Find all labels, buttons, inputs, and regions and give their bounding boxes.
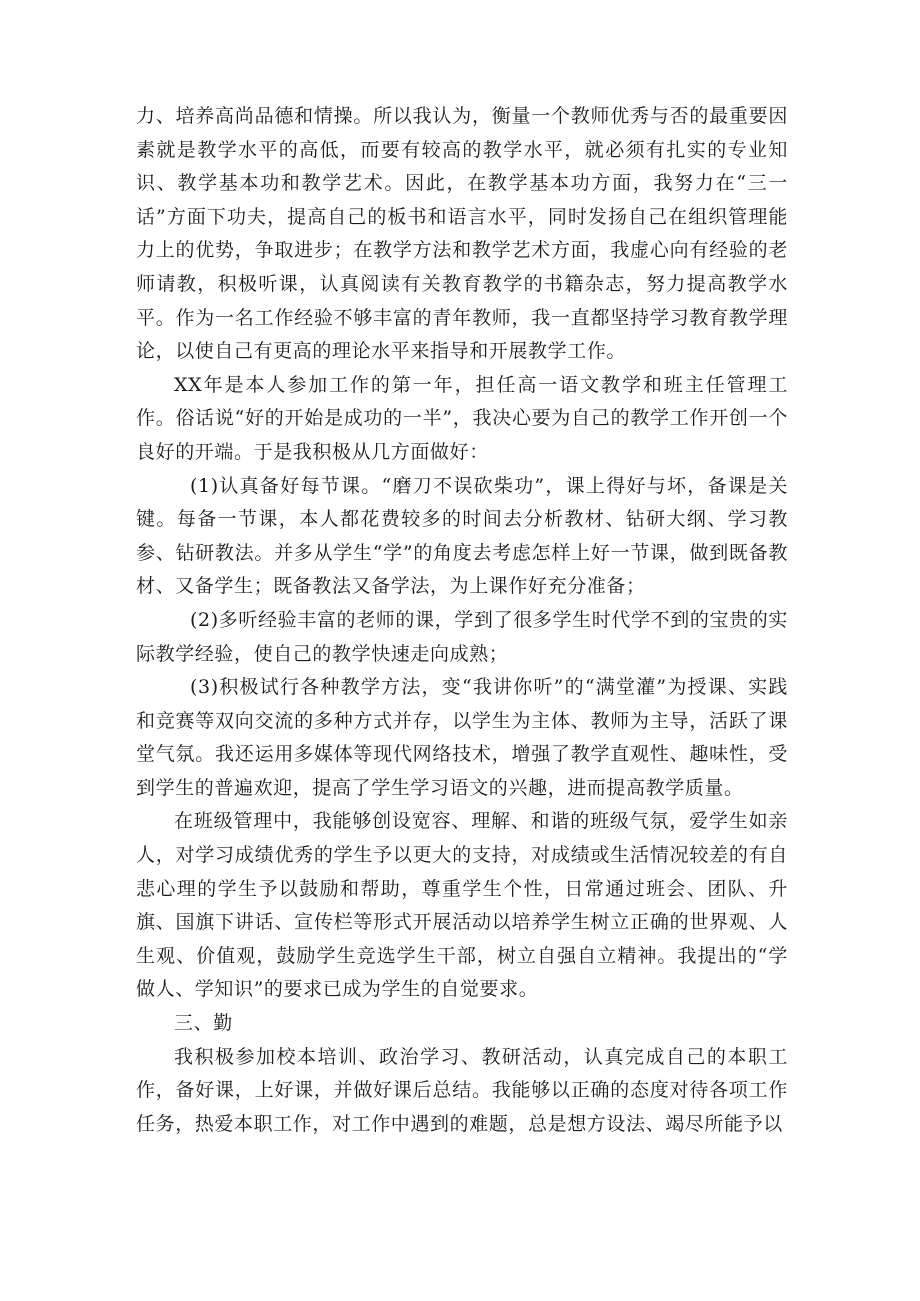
list-item-lesson-prep: (1)认真备好每节课。“磨刀不误砍柴功”，课上得好与坏，备课是关键。每备一节课，本人都花费较多的时间去分析教材、钻研大纲、学习教参、钻研教法。并多从学生“学”的角度去考虑怎样上好一节课，做到既备教材、又备学生；既备教法又备学法，为上课作好充分准备； bbox=[136, 474, 788, 598]
paragraph-teaching-skills: 力、培养高尚品德和情操。所以我认为，衡量一个教师优秀与否的最重要因素就是教学水平的高低，而要有较高的教学水平，就必须有扎实的专业知识、教学基本功和教学艺术。因此，在教学基本功方面，我努力在“三一话”方面下功夫，提高自己的板书和语言水平，同时发扬自己在组织管理能力上的优势，争取进步；在教学方法和教学艺术方面，我虚心向有经验的老师请教，积极听课，认真阅读有关教育教学的书籍杂志，努力提高教学水平。作为一名工作经验不够丰富的青年教师，我一直都坚持学习教育教学理论，以使自己有更高的理论水平来指导和开展教学工作。 bbox=[136, 105, 788, 363]
list-item-observe-classes: (2)多听经验丰富的老师的课，学到了很多学生时代学不到的宝贵的实际教学经验，使自己的教学快速走向成熟； bbox=[136, 608, 788, 665]
list-item-teaching-methods: (3)积极试行各种教学方法，变“我讲你听”的“满堂灌”为授课、实践和竞赛等双向交流的多种方式并存，以学生为主体、教师为主导，活跃了课堂气氛。我还运用多媒体等现代网络技术，增强了教学直观性、趣味性，受到学生的普遍欢迎，提高了学生学习语文的兴趣，进而提高教学质量。 bbox=[136, 676, 788, 799]
paragraph-first-year: XX年是本人参加工作的第一年，担任高一语文教学和班主任管理工作。俗话说“好的开始是成功的一半”，我决心要为自己的教学工作开创一个良好的开端。于是我积极从几方面做好： bbox=[136, 373, 788, 463]
paragraph-class-management: 在班级管理中，我能够创设宽容、理解、和谐的班级气氛，爱学生如亲人，对学习成绩优秀的学生予以更大的支持，对成绩或生活情况较差的有自悲心理的学生予以鼓励和帮助，尊重学生个性，日常通过班会、团队、升旗、国旗下讲话、宣传栏等形式开展活动以培养学生树立正确的世界观、人生观、价值观，鼓励学生竞选学生干部，树立自强自立精神。我提出的“学做人、学知识”的要求已成为学生的自觉要求。 bbox=[136, 810, 788, 1001]
document-body bbox=[136, 100, 788, 1141]
section-heading-diligence: 三、勤 bbox=[174, 1012, 233, 1035]
paragraph-diligence: 我积极参加校本培训、政治学习、教研活动，认真完成自己的本职工作，备好课，上好课，并做好课后总结。我能够以正确的态度对待各项工作任务，热爱本职工作，对工作中遇到的难题，总是想方设法、竭尽所能予以 bbox=[136, 1045, 788, 1135]
